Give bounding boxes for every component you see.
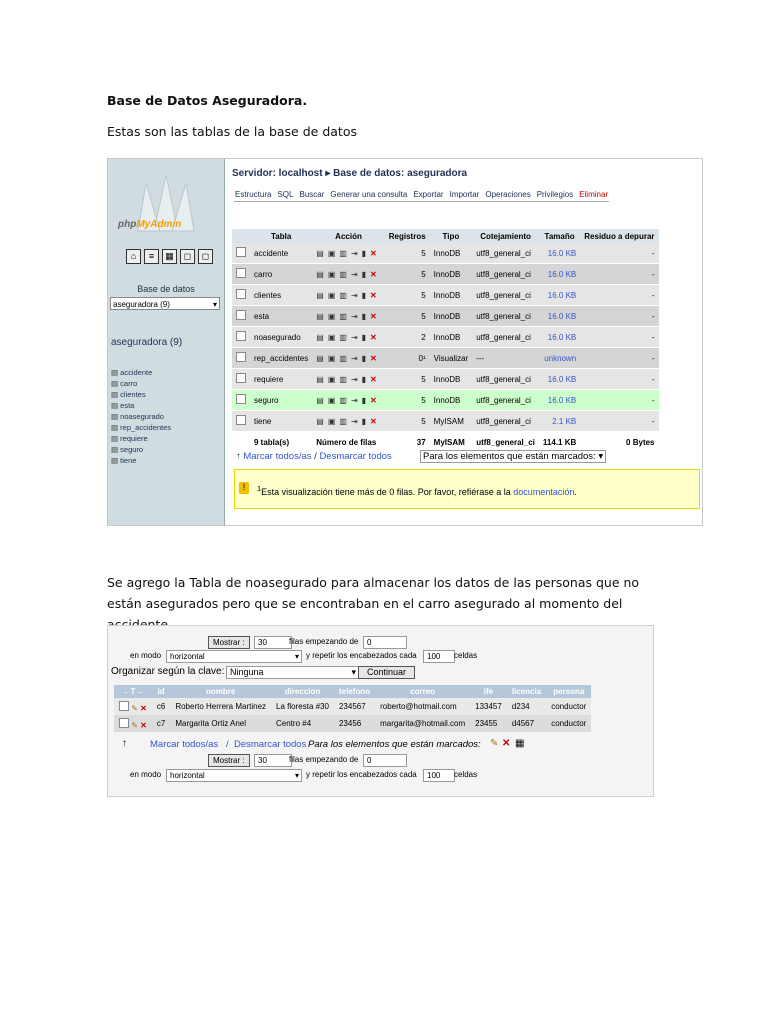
document-title: Base de Datos Aseguradora. <box>107 93 308 108</box>
repeat-input[interactable]: 100 <box>423 650 455 663</box>
row-actions[interactable]: ▤▣▥⇥▮✕ <box>312 369 384 390</box>
explanation-paragraph: Se agrego la Tabla de noasegurado para almacenar los datos de las personas que no están asegurados pero que se encontraban en el carro asegurado al momento del <box>107 575 640 611</box>
col-header-tabla[interactable]: Tabla <box>250 229 312 243</box>
row-registros: 0¹ <box>385 348 430 369</box>
noasegurado-table <box>114 685 591 732</box>
row-actions[interactable]: ▤▣▥⇥▮✕ <box>312 348 384 369</box>
row-checkbox[interactable] <box>236 331 246 341</box>
col-header-check <box>232 229 250 243</box>
delete-icon[interactable]: ✕ <box>140 720 147 730</box>
col-header-arrows[interactable]: ←T→ <box>114 685 152 698</box>
modo-select[interactable]: horizontal ▾ <box>166 650 302 663</box>
table-name[interactable]: rep_accidentes <box>250 348 312 369</box>
col-header-residuo[interactable]: Residuo a depurar <box>580 229 658 243</box>
cell-telefono: 234567 <box>334 698 375 715</box>
row-tipo: InnoDB <box>430 390 473 411</box>
row-residuo: - <box>580 285 658 306</box>
delete-selected-icon[interactable]: ✕ <box>502 738 511 749</box>
table-name[interactable]: requiere <box>250 369 312 390</box>
documentation-link[interactable]: documentación <box>513 487 575 497</box>
table-row <box>114 698 591 715</box>
row-actions[interactable]: ▤▣▥⇥▮✕ <box>312 243 384 264</box>
row-checkbox[interactable] <box>236 268 246 278</box>
col-header-cotejamiento[interactable]: Cotejamiento <box>472 229 539 243</box>
row-registros: 5 <box>385 411 430 432</box>
cell-persona: conductor <box>546 698 591 715</box>
docs-icon[interactable]: ◻ <box>180 249 195 264</box>
tab-estructura[interactable]: Estructura <box>235 190 272 199</box>
col-header-tipo[interactable]: Tipo <box>430 229 473 243</box>
cell-id: c7 <box>152 715 170 732</box>
row-tipo: InnoDB <box>430 264 473 285</box>
sidebar-item-noasegurado[interactable]: ▤ noasegurado <box>111 411 171 422</box>
row-tamano[interactable]: 2.1 KB <box>539 411 580 432</box>
cell-persona: conductor <box>546 715 591 732</box>
phpmyadmin-screenshot <box>107 158 703 526</box>
table-name[interactable]: carro <box>250 264 312 285</box>
notice-box <box>234 469 700 509</box>
table-row <box>232 243 659 264</box>
start-input[interactable]: 0 <box>363 636 407 649</box>
browse-screenshot <box>107 625 654 797</box>
row-residuo: - <box>580 306 658 327</box>
table-row <box>232 306 659 327</box>
row-residuo: - <box>580 369 658 390</box>
filas-label: filas empezando de <box>289 755 359 764</box>
with-selected-bar <box>420 451 606 462</box>
row-tamano[interactable]: 16.0 KB <box>539 369 580 390</box>
check-all-bar: ↑ Marcar todos/as / Desmarcar todos <box>236 451 392 462</box>
sidebar-db-name[interactable]: aseguradora (9) <box>111 337 183 348</box>
chevron-down-icon: ▾ <box>294 771 299 780</box>
row-tamano[interactable]: 16.0 KB <box>539 243 580 264</box>
row-cotejamiento: utf8_general_ci <box>472 411 539 432</box>
row-checkbox[interactable] <box>236 394 246 404</box>
sidebar-item-requiere[interactable]: ▤ requiere <box>111 433 171 444</box>
with-selected-label: Para los elementos que están marcados: <box>308 739 481 750</box>
footer-tamano: 114.1 KB <box>539 432 580 453</box>
row-cotejamiento: --- <box>472 348 539 369</box>
footer-registros: 37 <box>385 432 430 453</box>
row-checkbox[interactable] <box>236 373 246 383</box>
row-tamano[interactable]: 16.0 KB <box>539 327 580 348</box>
continuar-button[interactable]: Continuar <box>358 666 415 679</box>
cell-id: c6 <box>152 698 170 715</box>
row-tamano[interactable]: unknown <box>539 348 580 369</box>
cell-telefono: 23456 <box>334 715 375 732</box>
uncheck-all-link[interactable]: Desmarcar todos <box>234 739 307 750</box>
row-registros: 5 <box>385 264 430 285</box>
row-tamano[interactable]: 16.0 KB <box>539 264 580 285</box>
row-cotejamiento: utf8_general_ci <box>472 264 539 285</box>
row-registros: 5 <box>385 369 430 390</box>
home-icon[interactable]: ⌂ <box>126 249 141 264</box>
repeat-input[interactable]: 100 <box>423 769 455 782</box>
row-cotejamiento: utf8_general_ci <box>472 327 539 348</box>
table-name[interactable]: noasegurado <box>250 327 312 348</box>
row-cotejamiento: utf8_general_ci <box>472 285 539 306</box>
row-actions[interactable]: ▤▣▥⇥▮✕ <box>312 327 384 348</box>
row-cotejamiento: utf8_general_ci <box>472 369 539 390</box>
database-select[interactable]: aseguradora (9) ▾ <box>110 297 220 310</box>
cell-correo: margarita@hotmail.com <box>375 715 470 732</box>
row-tipo: MyISAM <box>430 411 473 432</box>
sidebar-table-list <box>111 367 171 466</box>
row-actions[interactable]: ▤▣▥⇥▮✕ <box>312 390 384 411</box>
table-row <box>232 264 659 285</box>
repetir-label: y repetir los encabezados cada <box>306 770 417 779</box>
row-checkbox[interactable] <box>236 415 246 425</box>
rows-input[interactable]: 30 <box>254 754 292 767</box>
col-header-tamano[interactable]: Tamaño <box>539 229 580 243</box>
row-registros: 5 <box>385 285 430 306</box>
tab-exportar[interactable]: Exportar <box>413 190 444 199</box>
arrow-up-icon: ↑ <box>122 738 127 749</box>
row-actions[interactable]: ▤▣▥⇥▮✕ <box>312 264 384 285</box>
row-cotejamiento: utf8_general_ci <box>472 243 539 264</box>
row-registros: 2 <box>385 327 430 348</box>
table-row <box>232 285 659 306</box>
row-checkbox[interactable] <box>119 701 129 711</box>
table-row <box>114 715 591 732</box>
cell-ife: 23455 <box>470 715 507 732</box>
table-name[interactable]: esta <box>250 306 312 327</box>
edit-icon[interactable]: ✎ <box>131 720 138 730</box>
tab-generar-consulta[interactable]: Generar una consulta <box>330 190 408 199</box>
sidebar-icon-bar <box>126 249 213 264</box>
row-registros: 5 <box>385 390 430 411</box>
cell-ife: 133457 <box>470 698 507 715</box>
tables-structure-table <box>232 229 659 453</box>
col-header-correo[interactable]: correo <box>375 685 470 698</box>
table-name[interactable]: clientes <box>250 285 312 306</box>
sidebar-item-tiene[interactable]: ▤ tiene <box>111 455 171 466</box>
footer-accion: Número de filas <box>312 432 384 453</box>
row-tipo: InnoDB <box>430 369 473 390</box>
row-checkbox[interactable] <box>236 310 246 320</box>
delete-icon[interactable]: ✕ <box>140 703 147 713</box>
row-residuo: - <box>580 390 658 411</box>
phpmyadmin-logo-text: phpMyAdmin <box>118 219 182 230</box>
celdas-label: celdas <box>454 770 478 779</box>
row-checkbox[interactable] <box>236 289 246 299</box>
breadcrumb[interactable]: Servidor: localhost ▸ Base de datos: aseguradora <box>232 168 468 179</box>
check-all-link[interactable]: Marcar todos/as <box>243 451 312 462</box>
sidebar-item-rep-accidentes[interactable]: ▤ rep_accidentes <box>111 422 171 433</box>
row-actions[interactable]: ▤▣▥⇥▮✕ <box>312 285 384 306</box>
sidebar-item-clientes[interactable]: ▤ clientes <box>111 389 171 400</box>
cell-direccion: La floresta #30 <box>271 698 334 715</box>
check-all-link[interactable]: Marcar todos/as <box>150 739 219 750</box>
col-header-nombre[interactable]: nombre <box>170 685 271 698</box>
footer-tablas: 9 tabla(s) <box>250 432 312 453</box>
cell-nombre: Margarita Ortiz Anel <box>170 715 271 732</box>
modo-select[interactable]: horizontal ▾ <box>166 769 302 782</box>
tab-privilegios[interactable]: Privilegios <box>536 190 574 199</box>
row-tipo: InnoDB <box>430 243 473 264</box>
clave-select[interactable]: Ninguna ▾ <box>226 666 359 679</box>
row-actions[interactable]: ▤▣▥⇥▮✕ <box>312 411 384 432</box>
sidebar-db-label: Base de datos <box>137 284 195 294</box>
cell-licencia: d234 <box>507 698 546 715</box>
row-residuo: - <box>580 327 658 348</box>
celdas-label: celdas <box>454 651 478 660</box>
row-tipo: InnoDB <box>430 285 473 306</box>
organizar-label: Organizar según la clave: <box>111 666 225 677</box>
row-tamano[interactable]: 16.0 KB <box>539 306 580 327</box>
export-selected-icon[interactable]: ▦ <box>515 738 525 749</box>
arrow-up-icon: ↑ <box>236 451 241 462</box>
uncheck-all-link[interactable]: Desmarcar todos <box>319 451 392 462</box>
row-tipo: Visualizar <box>430 348 473 369</box>
cell-nombre: Roberto Herrera Martinez <box>170 698 271 715</box>
pma-sidebar <box>108 159 225 525</box>
en-modo-label: en modo <box>130 651 162 660</box>
table-row <box>232 369 659 390</box>
col-header-persona[interactable]: persona <box>546 685 591 698</box>
row-registros: 5 <box>385 243 430 264</box>
tab-operaciones[interactable]: Operaciones <box>485 190 531 199</box>
start-input[interactable]: 0 <box>363 754 407 767</box>
tab-importar[interactable]: Importar <box>449 190 480 199</box>
sidebar-item-carro[interactable]: ▤ carro <box>111 378 171 389</box>
sidebar-item-accidente[interactable]: ▤ accidente <box>111 367 171 378</box>
intro-text: Estas son las tablas de la base de datos <box>107 124 357 139</box>
col-header-direccion[interactable]: direccion <box>271 685 334 698</box>
row-residuo: - <box>580 348 658 369</box>
col-header-accion: Acción <box>312 229 384 243</box>
warning-icon: ! <box>239 482 249 494</box>
footer-tipo: MyISAM <box>430 432 473 453</box>
edit-icon[interactable]: ✎ <box>131 703 138 713</box>
exit-icon[interactable]: ≡ <box>144 249 159 264</box>
pma-tab-bar <box>234 190 609 202</box>
tab-buscar[interactable]: Buscar <box>299 190 325 199</box>
sidebar-item-seguro[interactable]: ▤ seguro <box>111 444 171 455</box>
tab-eliminar[interactable]: Eliminar <box>579 190 609 199</box>
row-tipo: InnoDB <box>430 327 473 348</box>
row-registros: 5 <box>385 306 430 327</box>
row-residuo: - <box>580 264 658 285</box>
row-cotejamiento: utf8_general_ci <box>472 306 539 327</box>
row-checkbox[interactable] <box>236 247 246 257</box>
row-tipo: InnoDB <box>430 306 473 327</box>
table-name[interactable]: seguro <box>250 390 312 411</box>
row-residuo: - <box>580 411 658 432</box>
pma-main-panel <box>230 159 700 525</box>
col-header-telefono[interactable]: telefono <box>334 685 375 698</box>
rows-input[interactable]: 30 <box>254 636 292 649</box>
row-tamano[interactable]: 16.0 KB <box>539 285 580 306</box>
table-name[interactable]: accidente <box>250 243 312 264</box>
cell-licencia: d4567 <box>507 715 546 732</box>
mostrar-button[interactable]: Mostrar : <box>208 636 250 649</box>
cell-correo: roberto@hotmail.com <box>375 698 470 715</box>
help-icon[interactable]: ◻ <box>198 249 213 264</box>
table-row <box>232 348 659 369</box>
col-header-id[interactable]: id <box>152 685 170 698</box>
cell-direccion: Centro #4 <box>271 715 334 732</box>
table-name[interactable]: tiene <box>250 411 312 432</box>
row-actions[interactable] <box>114 698 152 715</box>
table-row <box>232 327 659 348</box>
row-actions[interactable]: ▤▣▥⇥▮✕ <box>312 306 384 327</box>
row-cotejamiento: utf8_general_ci <box>472 390 539 411</box>
repetir-label: y repetir los encabezados cada <box>306 651 417 660</box>
chevron-down-icon: ▾ <box>294 652 299 661</box>
table-row <box>232 390 659 411</box>
row-checkbox[interactable] <box>236 352 246 362</box>
footer-cotejamiento: utf8_general_ci <box>472 432 539 453</box>
en-modo-label: en modo <box>130 770 162 779</box>
notice-text: $^1$Esta visualización tiene más de 0 filas. Por favor, refiérase a la documentación. <box>257 484 577 497</box>
table-row <box>232 411 659 432</box>
row-actions[interactable] <box>114 715 152 732</box>
with-selected-select[interactable]: Para los elementos que están marcados: ▾ <box>420 450 606 463</box>
row-residuo: - <box>580 243 658 264</box>
col-header-ife[interactable]: ife <box>470 685 507 698</box>
row-tamano[interactable]: 16.0 KB <box>539 390 580 411</box>
col-header-licencia[interactable]: licencia <box>507 685 546 698</box>
tab-sql[interactable]: SQL <box>277 190 294 199</box>
col-header-registros[interactable]: Registros <box>385 229 430 243</box>
footer-residuo: 0 Bytes <box>580 432 658 453</box>
mostrar-button[interactable]: Mostrar : <box>208 754 250 767</box>
sidebar-item-esta[interactable]: ▤ esta <box>111 400 171 411</box>
sql-icon[interactable]: ▦ <box>162 249 177 264</box>
chevron-down-icon: ▾ <box>351 667 356 677</box>
filas-label: filas empezando de <box>289 637 359 646</box>
phpmyadmin-logo-icon <box>116 173 216 243</box>
row-checkbox[interactable] <box>119 718 129 728</box>
edit-selected-icon[interactable]: ✎ <box>490 738 499 749</box>
slash-separator: / <box>226 739 229 750</box>
